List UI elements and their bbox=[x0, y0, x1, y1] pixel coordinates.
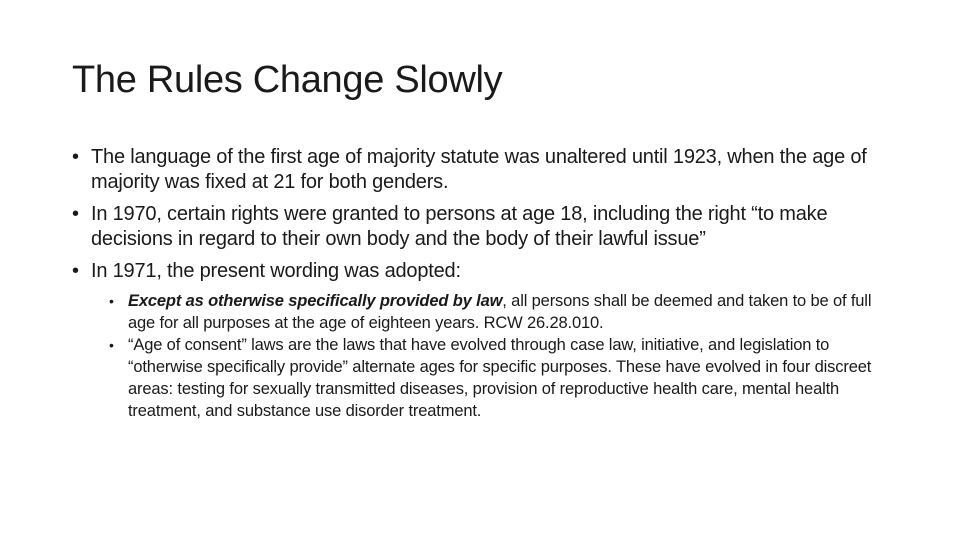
bullet-item-1923 bbox=[72, 145, 902, 195]
sub-bullet-marker: • bbox=[109, 337, 114, 353]
sub-bullet-text: “Age of consent” laws are the laws that have evolved through case law, initiative, and legislation to “otherwise specifically provide” alternate ages for specific purposes. These have evolved in four discreet areas: testing for sexually transmitted diseases, provision of reproductive health care, mental health treatment, and substance use disorder treatment. bbox=[128, 336, 872, 420]
sub-bullet-rcw bbox=[109, 290, 902, 334]
sub-bullet-emphasis: Except as otherwise specifically provided by law bbox=[128, 292, 503, 310]
bullet-list bbox=[72, 145, 902, 422]
slide-body bbox=[72, 145, 902, 429]
bullet-text: The language of the first age of majority statute was unaltered until 1923, when the age of majority was fixed at 21 for both genders. bbox=[91, 146, 867, 193]
bullet-item-1971 bbox=[72, 259, 902, 422]
bullet-text: In 1970, certain rights were granted to persons at age 18, including the right “to make decisions in regard to their own body and the body of their lawful issue” bbox=[91, 203, 828, 250]
slide-title: The Rules Change Slowly bbox=[72, 59, 503, 101]
bullet-marker: • bbox=[72, 260, 79, 282]
sub-bullet-marker: • bbox=[109, 293, 114, 309]
bullet-text: In 1971, the present wording was adopted: bbox=[91, 260, 461, 282]
sub-bullet-text: , all persons shall be deemed and taken to be of full age for all purposes at the age of eighteen years. RCW 26.28.010. bbox=[128, 292, 872, 332]
bullet-marker: • bbox=[72, 203, 79, 225]
sub-bullet-age-of-consent bbox=[109, 334, 902, 422]
bullet-marker: • bbox=[72, 146, 79, 168]
bullet-item-1970 bbox=[72, 202, 902, 252]
sub-bullet-list bbox=[91, 290, 902, 422]
